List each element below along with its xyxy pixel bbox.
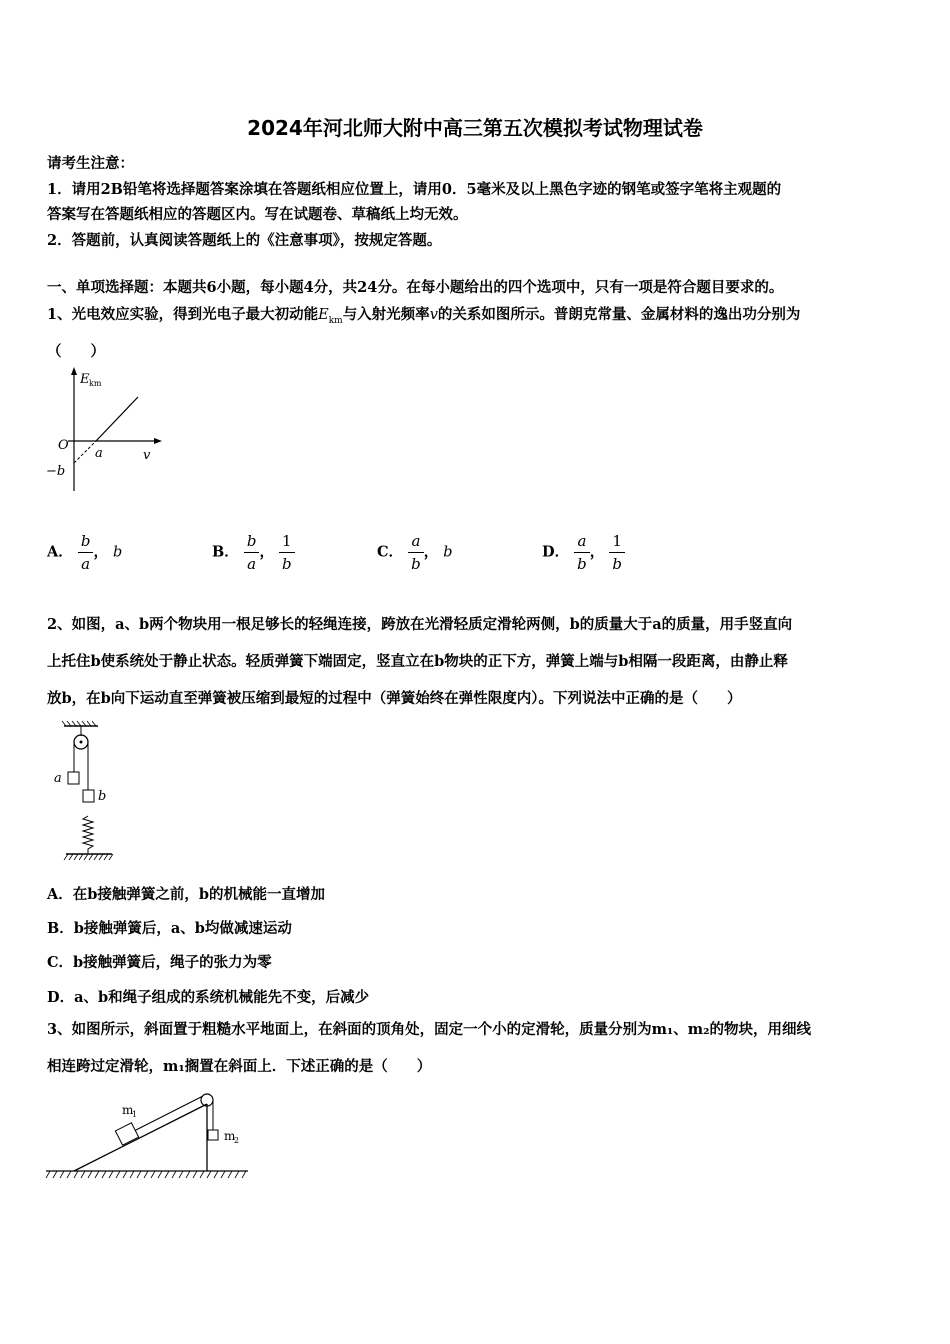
notice-item-1-line-1: 1．请用2B铅笔将选择题答案涂填在答题纸相应位置上，请用0．5毫米及以上黑色字迹的钢笔或签字笔将主观题的 [47,181,782,198]
q1-graph-origin: O [58,438,69,453]
q3-stem: 3、如图所示，斜面置于粗糙水平地面上，在斜面的顶角处，固定一个小的定滑轮，质量分别为m₁、m₂的物块，用细线 相连跨过定滑轮，m₁搁置在斜面上．下述正确的是（ ） [47,1021,811,1075]
q3-label-m2-sub: 2 [234,1136,240,1145]
q1-graph [40,365,170,495]
page-title: 2024年河北师大附中高三第五次模拟考试物理试卷 [247,116,703,140]
notice-item-1-line-2: 答案写在答题纸相应的答题区内。写在试题卷、草稿纸上均无效。 [47,206,468,223]
q3-label-m2: m [224,1129,236,1143]
q1-graph-intercept-b: −b [46,464,66,479]
fraction: $\frac{b}{a}$ [78,532,94,573]
q3-label-m1: m [122,1103,134,1117]
notice-heading: 请考生注意： [47,155,134,172]
q1-option-a[interactable]: A． $\frac{b}{a}$ ， b [47,532,123,573]
fraction: $\frac{1}{b}$ [609,532,625,573]
q2-option-c[interactable]: C．b接触弹簧后，绳子的张力为零 [47,954,272,971]
q1-graph-intercept-a: a [95,446,103,461]
fraction: $\frac{1}{b}$ [279,532,295,573]
q2-label-a: a [54,771,62,786]
fraction: $\frac{a}{b}$ [408,532,424,573]
section-heading: 一、单项选择题：本题共6小题，每小题4分，共24分。在每小题给出的四个选项中，只有一项是符合题目要求的。 [47,279,784,296]
q1-option-c[interactable]: C． $\frac{a}{b}$ ， b [377,532,453,573]
fraction: $\frac{a}{b}$ [574,532,590,573]
q2-stem: 2、如图，a、b两个物块用一根足够长的轻绳连接，跨放在光滑轻质定滑轮两侧，b的质量大于a的质量，用手竖直向 上托住b使系统处于静止状态。轻质弹簧下端固定，竖直立在b物块的正下方，弹簧上端与b相隔一段距离，由静止释 放b，在b向下运动直至弹簧被压缩到最短的过程中（弹簧始终在弹性限度内）。下列说法中正确的是（ ） [47,616,793,707]
q1-option-d[interactable]: D． $\frac{a}{b}$ ， $\frac{1}{b}$ [542,532,625,573]
q1-graph-ylabel: E [80,372,90,387]
fraction: $\frac{b}{a}$ [244,532,260,573]
q1-option-b[interactable]: B． $\frac{b}{a}$ ， $\frac{1}{b}$ [212,532,295,573]
q2-option-a[interactable]: A．在b接触弹簧之前，b的机械能一直增加 [47,886,326,903]
q1-stem: 1、光电效应实验，得到光电子最大初动能$E_{km}$与入射光频率v的关系如图所示。普朗克常量、金属材料的逸出功分别为 [47,306,801,326]
q2-pulley-figure [50,720,130,862]
q2-option-b[interactable]: B．b接触弹簧后，a、b均做减速运动 [47,920,292,937]
q3-label-m1-sub: 1 [132,1110,138,1119]
q3-incline-figure [44,1088,254,1188]
q1-graph-xlabel: v [143,448,151,463]
notice-item-2: 2．答题前，认真阅读答题纸上的《注意事项》，按规定答题。 [47,232,442,249]
q1-graph-ylabel-sub: km [89,379,102,388]
q2-option-d[interactable]: D．a、b和绳子组成的系统机械能先不变，后减少 [47,989,370,1006]
q1-answer-paren: （ ） [47,343,105,360]
q2-label-b: b [98,789,107,804]
